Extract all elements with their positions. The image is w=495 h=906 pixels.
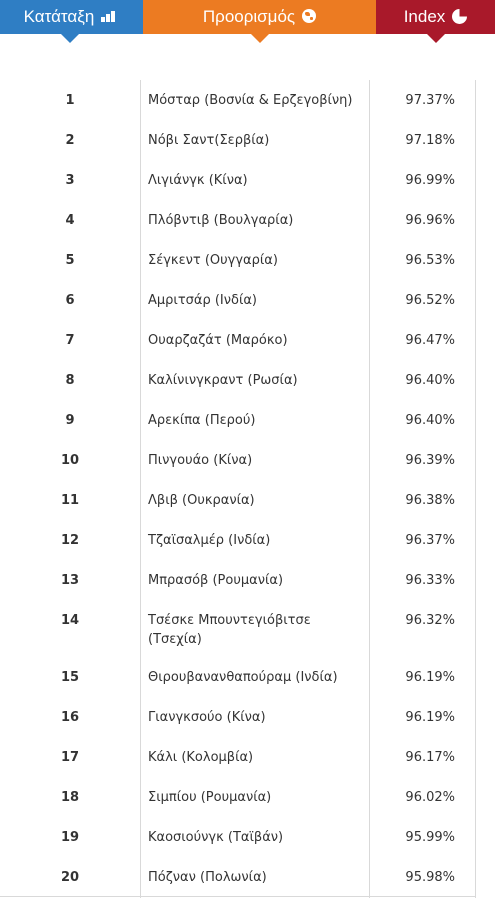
destination-cell: Πλόβντιβ (Βουλγαρία) — [148, 213, 294, 228]
table-row — [0, 560, 495, 600]
table-row — [0, 280, 495, 320]
index-cell: 96.39% — [405, 453, 455, 468]
rank-header-pointer — [61, 34, 79, 43]
destination-cell: Λβιβ (Ουκρανία) — [148, 493, 255, 508]
index-cell: 96.38% — [405, 493, 455, 508]
globe-icon — [302, 9, 316, 23]
destination-cell: Καοσιούνγκ (Ταϊβάν) — [148, 830, 284, 845]
table-row — [0, 657, 495, 697]
rank-column-header[interactable] — [0, 0, 143, 34]
index-cell: 96.96% — [405, 213, 455, 228]
table-row — [0, 697, 495, 737]
rank-cell: 14 — [60, 613, 80, 628]
destination-cell: Μόσταρ (Βοσνία & Ερζεγοβίνη) — [148, 93, 353, 108]
index-cell: 97.37% — [405, 93, 455, 108]
rank-cell: 6 — [65, 293, 75, 308]
table-row — [0, 777, 495, 817]
table-row — [0, 320, 495, 360]
destination-column-header[interactable] — [143, 0, 376, 34]
destination-header-label: Προορισμός — [202, 7, 296, 26]
table-row — [0, 520, 495, 560]
destination-cell: Θιρουβανανθαπούραμ (Ινδία) — [148, 670, 338, 685]
rank-cell: 20 — [60, 870, 80, 885]
rank-cell: 9 — [65, 413, 75, 428]
index-cell: 96.99% — [405, 173, 455, 188]
destination-cell: Ουαρζαζάτ (Μαρόκο) — [148, 333, 288, 348]
index-cell: 97.18% — [405, 133, 455, 148]
table-row — [0, 817, 495, 857]
rank-cell: 13 — [60, 573, 80, 588]
table-row — [0, 600, 495, 657]
destination-cell: Σέγκεντ (Ουγγαρία) — [148, 253, 278, 268]
rank-cell: 3 — [65, 173, 75, 188]
bar-chart-icon — [101, 10, 119, 22]
index-cell: 96.40% — [405, 413, 455, 428]
destination-cell: Τσέσκε Μπουντεγιόβιτσε (Τσεχία) — [148, 613, 311, 647]
table-row — [0, 440, 495, 480]
index-cell: 95.98% — [405, 870, 455, 885]
table-row — [0, 480, 495, 520]
ranking-table-body — [0, 80, 495, 897]
rank-cell: 7 — [65, 333, 75, 348]
table-row — [0, 400, 495, 440]
index-cell: 96.33% — [405, 573, 455, 588]
index-cell: 96.19% — [405, 670, 455, 685]
destination-cell: Αρεκίπα (Περού) — [148, 413, 256, 428]
table-row — [0, 200, 495, 240]
index-cell: 96.53% — [405, 253, 455, 268]
rank-cell: 12 — [60, 533, 80, 548]
table-row — [0, 360, 495, 400]
index-cell: 96.17% — [405, 750, 455, 765]
destination-cell: Τζαϊσαλμέρ (Ινδία) — [148, 533, 271, 548]
pie-chart-icon — [452, 9, 467, 24]
rank-header-label: Κατάταξη — [23, 7, 95, 26]
rank-cell: 18 — [60, 790, 80, 805]
rank-cell: 19 — [60, 830, 80, 845]
destination-header-pointer — [251, 34, 269, 43]
index-cell: 96.37% — [405, 533, 455, 548]
index-cell: 96.40% — [405, 373, 455, 388]
index-cell: 96.19% — [405, 710, 455, 725]
destination-cell: Πόζναν (Πολωνία) — [148, 870, 267, 885]
index-cell: 96.47% — [405, 333, 455, 348]
rank-cell: 10 — [60, 453, 80, 468]
destination-cell: Γιανγκσούο (Κίνα) — [148, 710, 266, 725]
destination-cell: Λιγιάνγκ (Κίνα) — [148, 173, 248, 188]
destination-cell: Σιμπίου (Ρουμανία) — [148, 790, 272, 805]
index-header-pointer — [427, 34, 445, 43]
rank-cell: 17 — [60, 750, 80, 765]
table-row — [0, 737, 495, 777]
rank-cell: 11 — [60, 493, 80, 508]
rank-cell: 8 — [65, 373, 75, 388]
rank-cell: 5 — [65, 253, 75, 268]
rank-cell: 4 — [65, 213, 75, 228]
rank-cell: 1 — [65, 93, 75, 108]
table-row — [0, 857, 495, 897]
index-header-label: Index — [403, 7, 446, 26]
destination-cell: Αμριτσάρ (Ινδία) — [148, 293, 257, 308]
table-row — [0, 120, 495, 160]
index-cell: 96.52% — [405, 293, 455, 308]
index-cell: 96.02% — [405, 790, 455, 805]
rank-cell: 15 — [60, 670, 80, 685]
rank-cell: 2 — [65, 133, 75, 148]
ranking-table-header — [0, 0, 495, 34]
table-row — [0, 160, 495, 200]
table-row — [0, 80, 495, 120]
destination-cell: Καλίνινγκραντ (Ρωσία) — [148, 373, 298, 388]
destination-cell: Μπρασόβ (Ρουμανία) — [148, 573, 284, 588]
destination-cell: Νόβι Σαντ(Σερβία) — [148, 133, 270, 148]
table-row — [0, 240, 495, 280]
rank-cell: 16 — [60, 710, 80, 725]
index-column-header[interactable] — [376, 0, 495, 34]
destination-cell: Πινγουάο (Κίνα) — [148, 453, 253, 468]
index-cell: 95.99% — [405, 830, 455, 845]
destination-cell: Κάλι (Κολομβία) — [148, 750, 254, 765]
index-cell: 96.32% — [405, 613, 455, 628]
